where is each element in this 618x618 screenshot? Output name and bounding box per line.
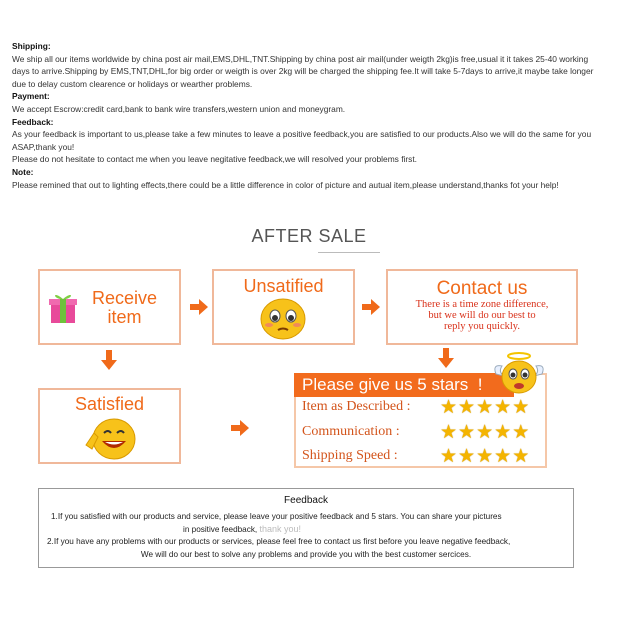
gift-icon	[48, 289, 78, 325]
rating-label: Item as Described :	[302, 399, 411, 414]
unsatisfied-label: Unsatified	[243, 276, 324, 296]
satisfied-box	[38, 388, 181, 464]
arrow-right-icon	[231, 420, 249, 441]
star-icon: ★	[458, 422, 476, 443]
arrow-right-icon	[190, 299, 208, 320]
feedback-line-1: 1.If you satisfied with our products and service, please leave your positive feedback and 5 stars. You can share your pictures	[51, 512, 502, 521]
feedback-line-3: We will do our best to solve any problems and provide you with the best customer sercices.	[140, 550, 472, 559]
feedback-box	[38, 488, 574, 568]
star-icon: ★	[512, 397, 530, 418]
policy-section	[12, 40, 608, 191]
note-text: Please remined that out to lighting effects,there could be a little difference in color of picture and autual item,please understand,thanks fot your help!	[12, 179, 559, 190]
title-divider	[318, 252, 380, 253]
rating-label: Communication :	[302, 424, 400, 439]
feedback-line-1b	[183, 523, 301, 536]
satisfied-label: Satisfied	[74, 394, 145, 414]
note-heading: Note:	[12, 166, 34, 177]
star-icon: ★	[476, 422, 494, 443]
star-icon: ★	[440, 422, 458, 443]
star-icon: ★	[512, 422, 530, 443]
happy-face-icon	[84, 415, 140, 466]
feedback-heading: Feedback:	[12, 116, 54, 127]
stars-row-2	[440, 424, 530, 443]
feedback-text-2: Please do not hesitate to contact me when you leave negitative feedback,we will resolved your problems first.	[12, 154, 418, 165]
contact-us-text: There is a time zone difference, but we will do our best to reply you quickly.	[415, 299, 549, 332]
angel-face-icon	[492, 350, 546, 401]
star-icon: ★	[494, 422, 512, 443]
payment-text: We accept Escrow:credit card,bank to bank wire transfers,western union and moneygram.	[12, 103, 346, 114]
star-icon: ★	[458, 397, 476, 418]
stars-banner-text: Please give us 5 stars !	[302, 375, 483, 394]
star-icon: ★	[476, 446, 494, 467]
stars-row-1	[440, 399, 530, 418]
payment-heading: Payment:	[12, 91, 50, 102]
shipping-heading: Shipping:	[12, 41, 51, 51]
rating-row	[302, 448, 398, 464]
contact-us-box	[386, 269, 578, 345]
star-icon: ★	[476, 397, 494, 418]
feedback-text-1: As your feedback is important to us,please take a few minutes to leave a positive feedback,you are satisfied to our products.Also we will do the same for you ASAP,thank you!	[12, 129, 592, 152]
star-icon: ★	[494, 446, 512, 467]
rating-row	[302, 399, 410, 415]
star-icon: ★	[458, 446, 476, 467]
after-sale-title: AFTER SALE	[251, 226, 367, 246]
arrow-right-icon	[362, 299, 380, 320]
receive-item-label: Receive item	[92, 288, 158, 327]
shipping-text: We ship all our items worldwide by china post air mail,EMS,DHL,TNT.Shipping by china post air mail(under weigth 2kg)is free,usual it it takes 25-40 working days to arrive.Shipping by EMS,TNT,DHL,for big order or weigth is over 2kg will be charged the shipping fee.It will take 5-7days to arrive,it maybe take longer due to delay custom clearence or holidays or wearther problems.	[12, 53, 594, 89]
receive-item-box	[38, 269, 181, 345]
star-icon: ★	[494, 397, 512, 418]
thank-you-text: thank you!	[259, 524, 301, 534]
feedback-title: Feedback	[284, 495, 328, 506]
feedback-line-2: 2.If you have any problems with our products or services, please feel free to contact us first before you leave negative feedback,	[47, 537, 511, 546]
star-icon: ★	[440, 397, 458, 418]
star-icon: ★	[440, 446, 458, 467]
contact-us-label: Contact us	[436, 278, 528, 299]
rating-row	[302, 424, 400, 440]
feedback-line-1b-text: in positive feedback,	[183, 525, 258, 534]
sad-face-icon	[259, 297, 307, 346]
star-icon: ★	[512, 446, 530, 467]
stars-row-3	[440, 448, 530, 467]
arrow-down-icon	[101, 350, 117, 375]
arrow-down-icon	[438, 348, 454, 373]
unsatisfied-box	[212, 269, 355, 345]
rating-label: Shipping Speed :	[302, 448, 398, 463]
